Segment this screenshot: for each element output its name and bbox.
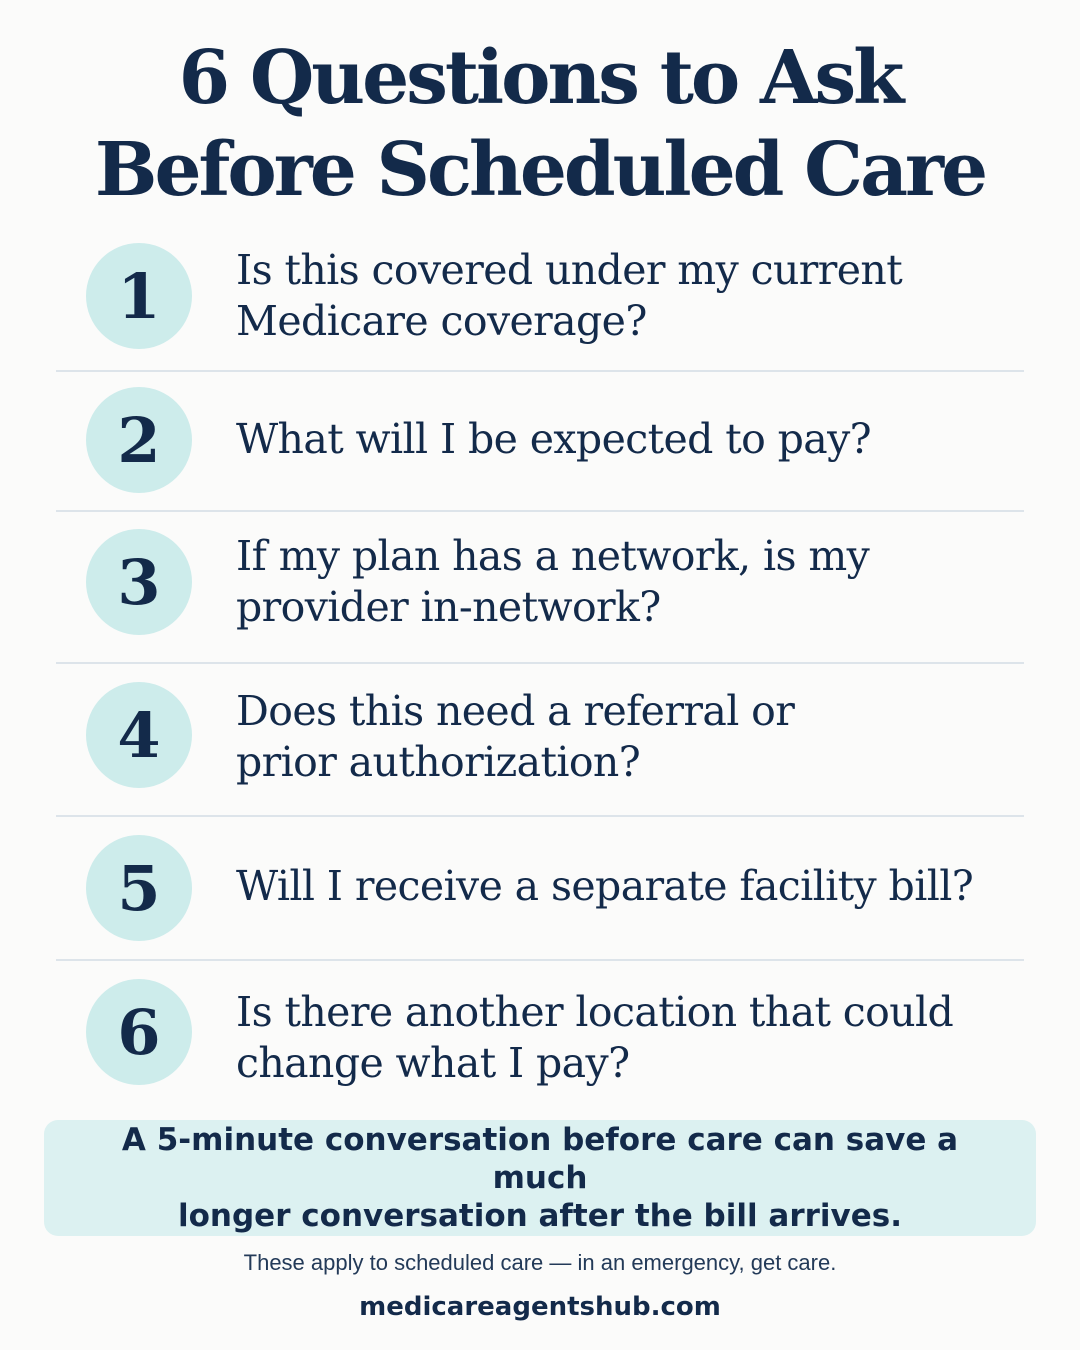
divider xyxy=(56,815,1024,817)
question-line: Is this covered under my current xyxy=(236,246,903,294)
number-badge: 2 xyxy=(86,387,192,493)
list-item xyxy=(56,529,1024,635)
number-badge: 5 xyxy=(86,835,192,941)
question-line: If my plan has a network, is my xyxy=(236,532,870,580)
list-item xyxy=(56,682,1024,788)
list-item xyxy=(56,835,1024,941)
title-line-1: 6 Questions to Ask xyxy=(178,35,902,121)
number-badge: 6 xyxy=(86,979,192,1085)
question-text xyxy=(236,245,996,347)
callout-box xyxy=(44,1120,1036,1236)
question-line: change what I pay? xyxy=(236,1039,630,1087)
page-title xyxy=(0,32,1080,216)
callout-line: A 5-minute conversation before care can save a much xyxy=(121,1122,959,1196)
question-text xyxy=(236,686,996,788)
question-line: Medicare coverage? xyxy=(236,297,647,345)
disclaimer: These apply to scheduled care — in an emergency, get care. xyxy=(243,1250,837,1275)
number-badge: 4 xyxy=(86,682,192,788)
divider xyxy=(56,370,1024,372)
divider xyxy=(56,959,1024,961)
list-item xyxy=(56,243,1024,349)
callout-text xyxy=(90,1121,990,1235)
divider xyxy=(56,662,1024,664)
question-text xyxy=(236,861,996,912)
question-line: provider in-network? xyxy=(236,583,661,631)
title-line-2: Before Scheduled Care xyxy=(94,127,986,213)
website-link[interactable]: medicareagentshub.com xyxy=(359,1292,721,1322)
list-item xyxy=(56,979,1024,1085)
number-badge: 1 xyxy=(86,243,192,349)
question-line: Does this need a referral or xyxy=(236,687,795,735)
question-line: Is there another location that could xyxy=(236,988,954,1036)
list-item xyxy=(56,387,1024,493)
question-text xyxy=(236,414,996,465)
question-line: What will I be expected to pay? xyxy=(236,415,872,463)
callout-line: longer conversation after the bill arrives. xyxy=(177,1198,902,1234)
number-badge: 3 xyxy=(86,529,192,635)
question-line: prior authorization? xyxy=(236,738,641,786)
question-line: Will I receive a separate facility bill? xyxy=(236,862,974,910)
divider xyxy=(56,510,1024,512)
question-text xyxy=(236,531,996,633)
question-text xyxy=(236,987,996,1089)
